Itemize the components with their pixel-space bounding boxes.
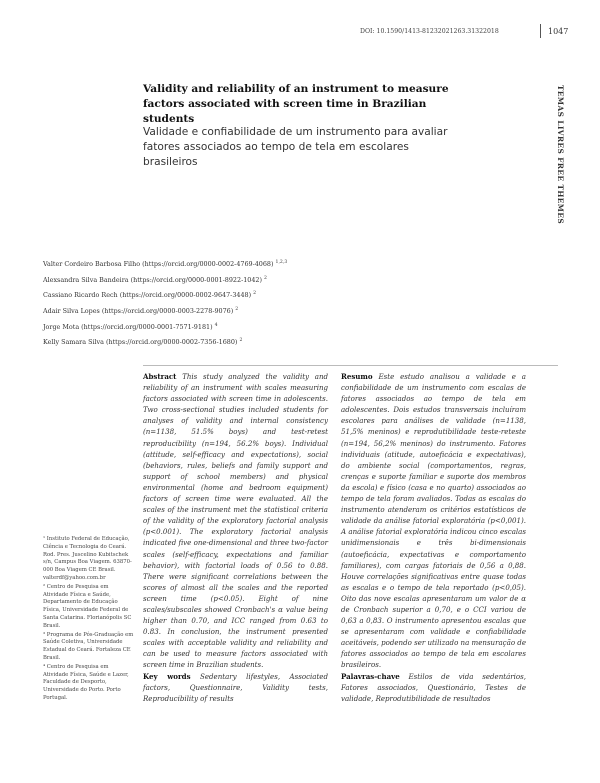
affiliation-item: ² Centro de Pesquisa em Atividade Física e Saúde, Departamento de Educação Física, Universidade Federal de Santa Catarina. Florianópolis SC Brasil. [43,583,132,629]
author-line [43,319,373,335]
affiliation-item: ¹ Instituto Federal de Educação, Ciência e Tecnologia do Ceará. Rod. Pres. Juscelino Kubitschek s/n, Campus Boa Viagem. 63870-000 Boa Viagem CE Brasil. valterdf@yahoo.com.br [43,536,132,581]
section-divider [143,365,558,366]
author-affiliation-mark: 1,2,3 [275,260,288,265]
abstract-portuguese [341,371,526,704]
keywords-portuguese [341,671,526,704]
title-portuguese: Validade e confiabilidade de um instrumento para avaliar fatores associados ao tempo de tela em escolares brasileiros [143,126,448,168]
author-affiliation-mark: 2 [239,338,243,344]
abstract-english [143,371,328,704]
palavras-chave-text: Estilos de vida sedentários, Fatores associados, Questionário, Testes de validade, Reprodutibilidade de resultados [341,671,526,703]
author-name: Adair Silva Lopes (https://orcid.org/0000-0003-2278-9076) [43,307,234,315]
author-line [43,303,373,319]
author-line [43,256,373,272]
side-label-text: TEMAS LIVRES FREE THEMES [556,85,565,225]
keywords-english [143,671,328,704]
affiliations [43,536,135,704]
header-divider [540,24,541,38]
author-name: Cassiano Ricardo Rech (https://orcid.org/0000-0002-9647-3448) [43,291,252,300]
keywords-text: Sedentary lifestyles, Associated factors, Questionnaire, Validity tests, Reproducibility of results [143,671,328,703]
keywords-label: Key words [143,671,191,681]
affiliation-item: ⁴ Centro de Pesquisa em Atividade Física, Saúde e Lazer, Faculdade de Desporto, Universidade do Porto. Porto Portugal. [43,663,129,701]
title-english: Validity and reliability of an instrument to measure factors associated with screen time in Brazilian students [143,83,449,125]
author-line [43,334,373,350]
affiliation-item: ³ Programa de Pós-Graduação em Saúde Coletiva, Universidade Estadual do Ceará. Fortaleza CE Brasil. [43,631,134,661]
author-name: Jorge Mota (https://orcid.org/0000-0001-7571-9181) [43,322,213,331]
doi-line: DOI: 10.1590/1413-81232021263.31322018 [360,28,499,35]
resumo-label: Resumo [341,372,373,381]
author-name: Valter Cordeiro Barbosa Filho (https://orcid.org/0000-0002-4769-4068) [43,260,274,269]
author-affiliation-mark: 2 [253,291,257,297]
author-line [43,287,373,303]
abstract-label: Abstract [143,372,177,381]
author-affiliation-mark: 2 [264,275,267,281]
author-name: Alexsandra Silva Bandeira (https://orcid.org/0000-0001-8922-1042) [43,275,262,284]
author-affiliation-mark: 2 [235,306,239,312]
page-number: 1047 [548,27,569,36]
author-affiliation-mark: 4 [214,322,218,328]
section-side-label [553,85,567,225]
palavras-chave-label: Palavras-chave [341,671,400,681]
resumo-text: Este estudo analisou a validade e a confiabilidade de um instrumento com escalas de fatores associados ao tempo de tela em adolescentes. Dois estudos transversais incluíram escolares para análises de validade (n=1138, 51,5% meninos) e reprodutibilidade teste-reteste (n=194, 56,2% meninos) do instrumento. Fatores individuais (atitude, autoeficácia e expectativas), do ambiente social (comportamentos, regras, crenças e suporte familiar e suporte dos membros da escola) e físico (casa e no quarto) associados ao tempo de tela foram avaliados. Todas as escalas do instrumento atenderam os critérios estatísticos de validade da análise fatorial exploratória (p<0,001). A análise fatorial exploratória indicou cinco escalas unidimensionais e três bi-dimensionais (autoeficácia, expectativas e comportamento familiares), com cargas fatoriais de 0,56 a 0,88. Houve correlações significativas entre quase todas as escalas e o tempo de tela reportado (p<0,05). Oito das nove escalas apresentaram um valor de α de Cronbach superior a 0,70, e o CCI variou de 0,63 a 0,83. O instrumento apresentou escalas que se apresentaram com validade e confiabilidade aceitáveis, podendo ser utilizado na mensuração de fatores associados ao tempo de tela em escolares brasileiros. [341,372,526,670]
author-list [43,256,373,350]
author-line [43,272,373,288]
author-name: Kelly Samara Silva (https://orcid.org/0000-0002-7356-1680) [43,338,238,347]
abstract-text: This study analyzed the validity and reliability of an instrument with scales measuring factors associated with screen time in adolescents. Two cross-sectional studies included students for analyses of validity and internal consistency (n=1138, 51.5% boys) and test-retest reproducibility (n=194, 56.2% boys). Individual (attitude, self-efficacy and expectations), social (behaviors, rules, beliefs and family support and support of school members) and physical environmental (home and bedroom equipment) factors of screen time were evaluated. All the scales of the instrument met the statistical criteria of the validity of the exploratory factorial analysis (p<0.001). The exploratory factorial analysis indicated five one-dimensional and three two-factor scales (self-efficacy, expectations and familiar behavior), with factorial loads of 0.56 to 0.88. There were significant correlations between the scores of almost all the scales and the reported screen time (p<0.05). Eight of nine scales/subscales showed Cronbach's α value being higher than 0.70, and ICC ranged from 0.63 to 0.83. In conclusion, the instrument presented scales with acceptable validity and reliability and can be used to measure factors associated with screen time in Brazilian students. [143,372,328,670]
